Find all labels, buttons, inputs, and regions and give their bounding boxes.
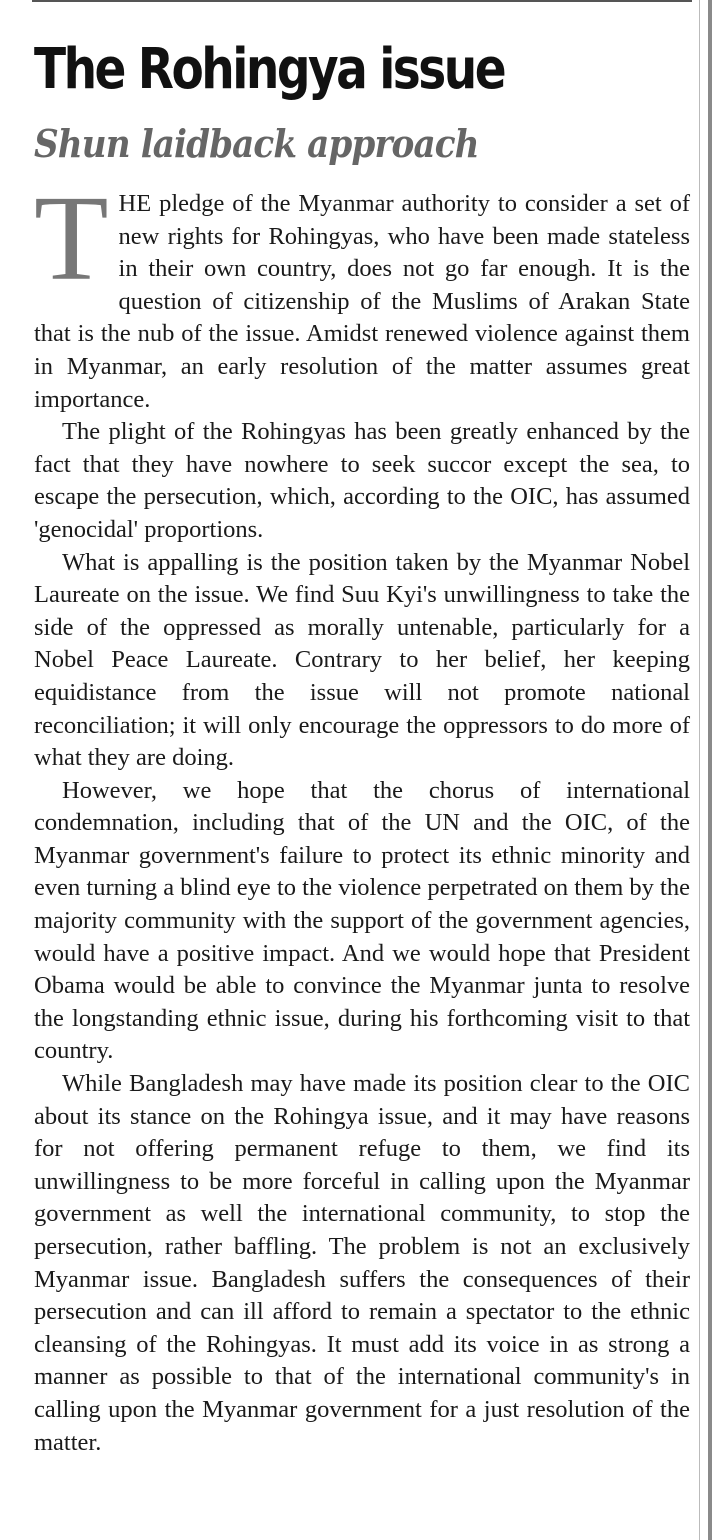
paragraph-5: While Bangladesh may have made its position clear to the OIC about its stance on the Rohingya issue, and it may have reasons for not offering permanent refuge to them, we find its unwillingness to be more forceful in calling upon the Myanmar government as well the international community, to stop the persecution, rather baffling. The problem is not an exclusively Myanmar issue. Bangladesh suffers the consequences of their persecution and can ill afford to remain a spectator to the ethnic cleansing of the Rohingyas. It must add its voice in as strong a manner as possible to that of the international community's in calling upon the Myanmar government for a just resolution of the matter. [34,1070,690,1456]
subheadline: Shun laidback approach [34,121,479,166]
article-body [34,171,690,1459]
paragraph-4: However, we hope that the chorus of international condemnation, including that of the UN and the OIC, of the Myanmar government's failure to protect its ethnic minority and even turning a blind eye to the violence perpetrated on them by the majority community with the support of the government agencies, would have a positive impact. And we would hope that President Obama would be able to convince the Myanmar junta to resolve the longstanding ethnic issue, during his forthcoming visit to that country. [34,776,690,1065]
paragraph-2: The plight of the Rohingyas has been greatly enhanced by the fact that they have nowhere to seek succor except the sea, to escape the persecution, which, according to the OIC, has assumed 'genocidal' proportions. [34,418,690,543]
headline: The Rohingya issue [34,37,505,102]
top-rule [32,0,692,2]
column-divider [699,0,700,1540]
page-edge [708,0,712,1540]
paragraph-1 [34,171,690,416]
paragraph-1-text: HE pledge of the Myanmar authority to consider a set of new rights for Rohingyas, who have been made stateless in their own country, does not go far enough. It is the question of citizenship of the Muslims of Arakan State that is the nub of the issue. Amidst renewed violence against them in Myanmar, an early resolution of the matter assumes great importance. [34,190,690,413]
paragraph-3: What is appalling is the position taken by the Myanmar Nobel Laureate on the issue. We find Suu Kyi's unwillingness to take the side of the oppressed as morally untenable, particularly for a Nobel Peace Laureate. Contrary to her belief, her keeping equidistance from the issue will not promote national reconciliation; it will only encourage the oppressors to do more of what they are doing. [34,548,690,772]
drop-cap: T [34,171,109,306]
